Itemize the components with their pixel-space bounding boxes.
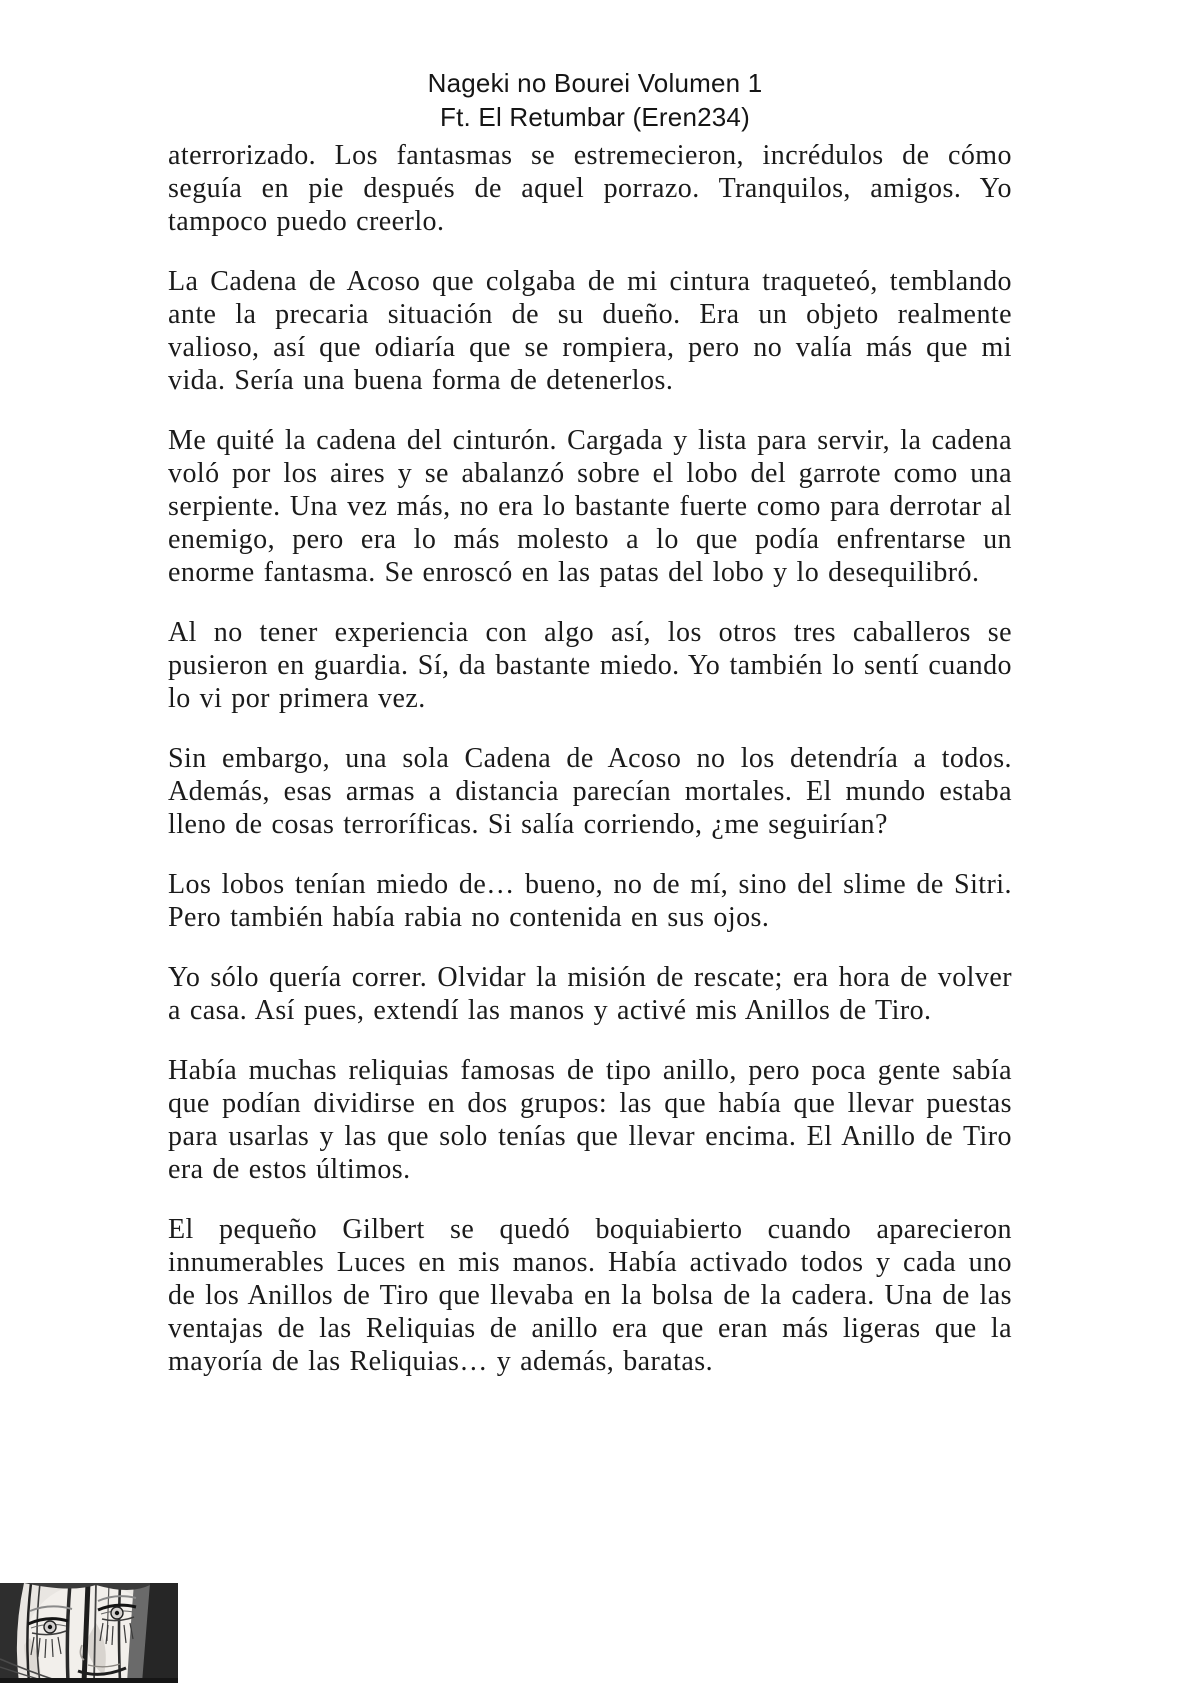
- paragraph-4: Al no tener experiencia con algo así, los otros tres caballeros se pusieron en guardia. Sí, da bastante miedo. Yo también lo sentí cuando lo vi por primera vez.: [168, 617, 1012, 714]
- paragraph-6: Los lobos tenían miedo de… bueno, no de mí, sino del slime de Sitri. Pero también había rabia no contenida en sus ojos.: [168, 869, 1012, 933]
- document-header: [0, 0, 1190, 134]
- page-subtitle: Ft. El Retumbar (Eren234): [440, 102, 750, 132]
- paragraph-9: El pequeño Gilbert se quedó boquiabierto cuando aparecieron innumerables Luces en mis manos. Había activado todos y cada uno de los Anillos de Tiro que llevaba en la bolsa de la cadera. Una de las ventajas de las Reliquias de anillo era que eran más ligeras que la mayoría de las Reliquias… y además, baratas.: [168, 1214, 1012, 1377]
- paragraph-2: La Cadena de Acoso que colgaba de mi cintura traqueteó, temblando ante la precaria situación de su dueño. Era un objeto realmente valioso, así que odiaría que se rompiera, pero no valía más que mi vida. Sería una buena forma de detenerlos.: [168, 266, 1012, 396]
- page-title: Nageki no Bourei Volumen 1: [427, 68, 763, 98]
- body-text: [168, 139, 1012, 1378]
- paragraph-8: Había muchas reliquias famosas de tipo anillo, pero poca gente sabía que podían dividirse en dos grupos: las que había que llevar puestas para usarlas y las que solo tenías que llevar encima. El Anillo de Tiro era de estos últimos.: [168, 1055, 1012, 1185]
- paragraph-1: aterrorizado. Los fantasmas se estremecieron, incrédulos de cómo seguía en pie después de aquel porrazo. Tranquilos, amigos. Yo tampoco puedo creerlo.: [168, 140, 1012, 237]
- paragraph-3: Me quité la cadena del cinturón. Cargada y lista para servir, la cadena voló por los aires y se abalanzó sobre el lobo del garrote como una serpiente. Una vez más, no era lo bastante fuerte como para derrotar al enemigo, pero era lo más molesto a lo que podía enfrentarse un enorme fantasma. Se enroscó en las patas del lobo y lo desequilibró.: [168, 425, 1012, 588]
- paragraph-5: Sin embargo, una sola Cadena de Acoso no los detendría a todos. Además, esas armas a distancia parecían mortales. El mundo estaba lleno de cosas terroríficas. Si salía corriendo, ¿me seguirían?: [168, 743, 1012, 840]
- manga-face-illustration: [0, 1583, 178, 1683]
- paragraph-7: Yo sólo quería correr. Olvidar la misión de rescate; era hora de volver a casa. Así pues, extendí las manos y activé mis Anillos de Tiro.: [168, 962, 1012, 1026]
